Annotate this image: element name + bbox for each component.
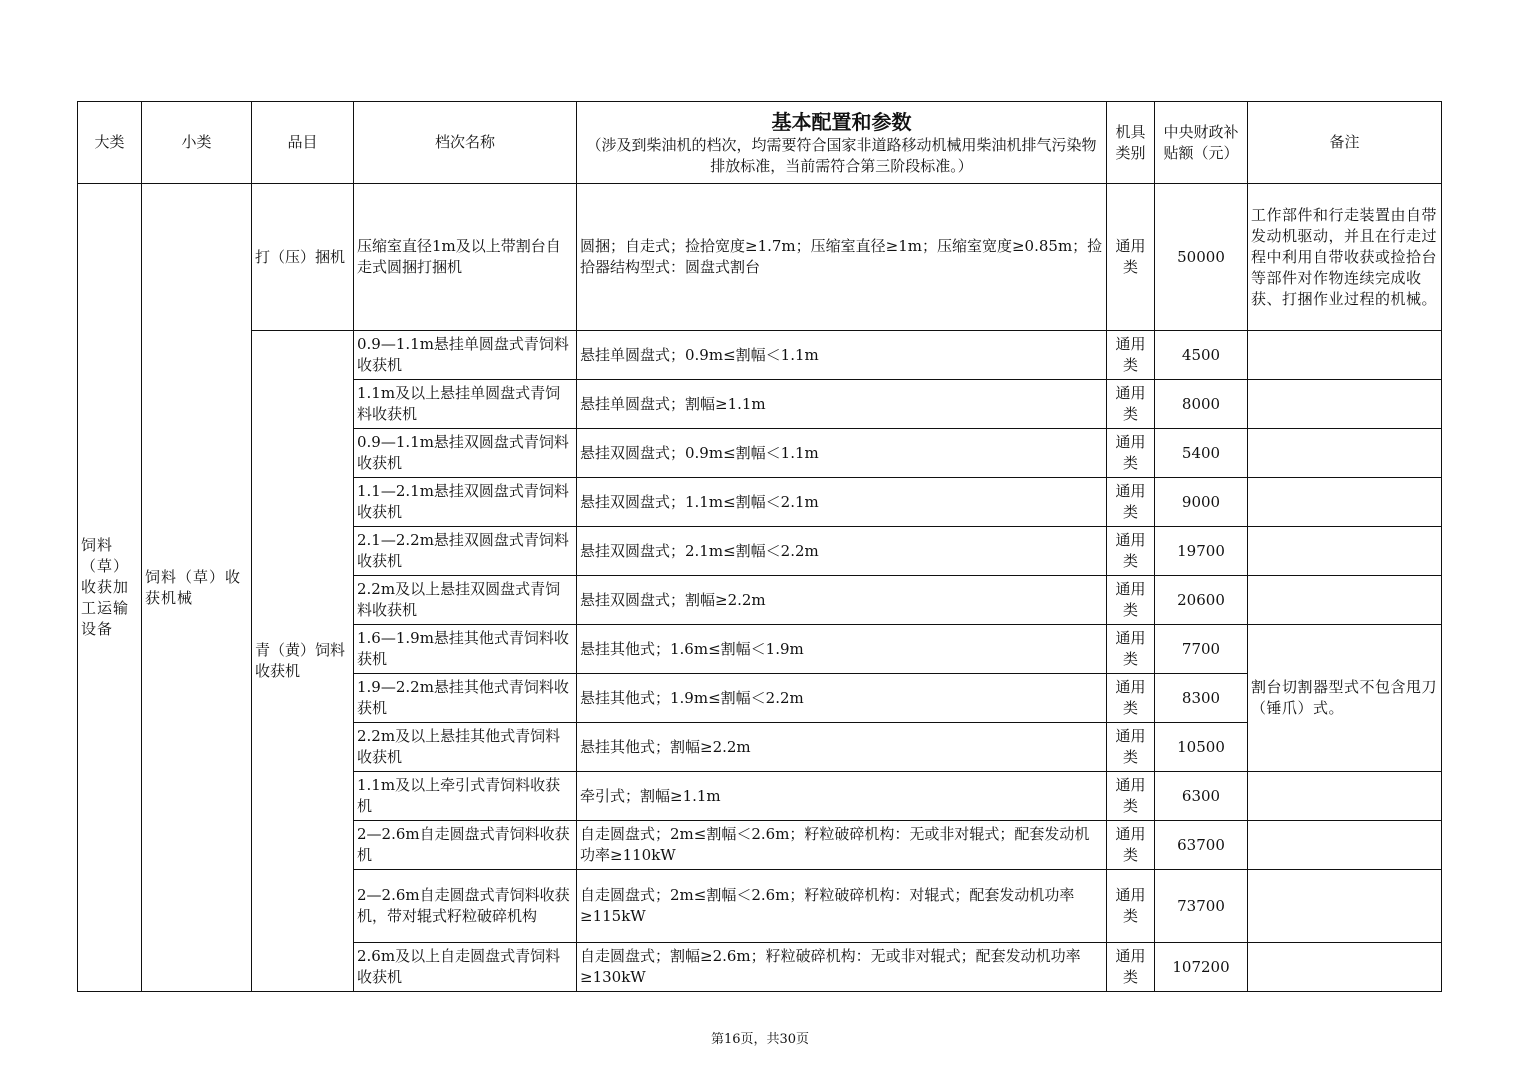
config-cell: 悬挂双圆盘式；2.1m≤割幅＜2.2m [577,527,1107,576]
type-cell: 通用类 [1107,527,1155,576]
type-cell: 通用类 [1107,380,1155,429]
remark-cell [1248,429,1442,478]
subsidy-cell: 8300 [1155,674,1248,723]
header-machine-type: 机具类别 [1107,102,1155,184]
grade-name-cell: 压缩室直径1m及以上带割台自走式圆捆打捆机 [354,184,577,331]
remark-cell [1248,380,1442,429]
subsidy-cell: 107200 [1155,943,1248,992]
config-cell: 自走圆盘式；2m≤割幅＜2.6m；籽粒破碎机构：无或非对辊式；配套发动机功率≥110kW [577,821,1107,870]
table-row [78,331,1442,380]
grade-name-cell: 2.1—2.2m悬挂双圆盘式青饲料收获机 [354,527,577,576]
subsidy-cell: 5400 [1155,429,1248,478]
type-cell: 通用类 [1107,331,1155,380]
config-cell: 牵引式；割幅≥1.1m [577,772,1107,821]
remark-cell [1248,478,1442,527]
remark-cell-merged: 割台切割器型式不包含甩刀（锤爪）式。 [1248,625,1442,772]
remark-cell [1248,821,1442,870]
header-row [78,102,1442,184]
grade-name-cell: 1.1m及以上悬挂单圆盘式青饲料收获机 [354,380,577,429]
item-cell-forage-harvester: 青（黄）饲料收获机 [252,331,354,992]
grade-name-cell: 2.2m及以上悬挂其他式青饲料收获机 [354,723,577,772]
config-cell: 悬挂双圆盘式；1.1m≤割幅＜2.1m [577,478,1107,527]
grade-name-cell: 1.9—2.2m悬挂其他式青饲料收获机 [354,674,577,723]
header-config-note: （涉及到柴油机的档次，均需要符合国家非道路移动机械用柴油机排气污染物排放标准，当前需符合第三阶段标准。） [586,135,1097,175]
type-cell: 通用类 [1107,184,1155,331]
grade-name-cell: 1.1—2.1m悬挂双圆盘式青饲料收获机 [354,478,577,527]
header-config [577,102,1107,184]
subsidy-cell: 20600 [1155,576,1248,625]
config-cell: 悬挂其他式；割幅≥2.2m [577,723,1107,772]
header-subsidy: 中央财政补贴额（元） [1155,102,1248,184]
type-cell: 通用类 [1107,943,1155,992]
grade-name-cell: 2—2.6m自走圆盘式青饲料收获机，带对辊式籽粒破碎机构 [354,870,577,943]
config-cell: 悬挂双圆盘式；0.9m≤割幅＜1.1m [577,429,1107,478]
subsidy-cell: 9000 [1155,478,1248,527]
type-cell: 通用类 [1107,870,1155,943]
page-footer: 第16页，共30页 [710,1032,810,1047]
item-cell-baler: 打（压）捆机 [252,184,354,331]
config-cell: 圆捆；自走式；捡拾宽度≥1.7m；压缩室直径≥1m；压缩室宽度≥0.85m；捡拾器结构型式：圆盘式割台 [577,184,1107,331]
type-cell: 通用类 [1107,772,1155,821]
grade-name-cell: 1.6—1.9m悬挂其他式青饲料收获机 [354,625,577,674]
grade-name-cell: 1.1m及以上牵引式青饲料收获机 [354,772,577,821]
subsidy-cell: 10500 [1155,723,1248,772]
config-cell: 悬挂其他式；1.9m≤割幅＜2.2m [577,674,1107,723]
config-cell: 悬挂双圆盘式；割幅≥2.2m [577,576,1107,625]
header-subcategory: 小类 [142,102,252,184]
remark-cell [1248,331,1442,380]
subsidy-cell: 19700 [1155,527,1248,576]
config-cell: 自走圆盘式；2m≤割幅＜2.6m；籽粒破碎机构：对辊式；配套发动机功率≥115kW [577,870,1107,943]
remark-cell [1248,943,1442,992]
header-config-title: 基本配置和参数 [771,109,912,134]
config-cell: 悬挂单圆盘式；0.9m≤割幅＜1.1m [577,331,1107,380]
type-cell: 通用类 [1107,429,1155,478]
grade-name-cell: 2—2.6m自走圆盘式青饲料收获机 [354,821,577,870]
remark-cell [1248,527,1442,576]
grade-name-cell: 2.2m及以上悬挂双圆盘式青饲料收获机 [354,576,577,625]
category-cell: 饲料（草）收获加工运输设备 [78,184,142,992]
subsidy-cell: 4500 [1155,331,1248,380]
config-cell: 自走圆盘式；割幅≥2.6m；籽粒破碎机构：无或非对辊式；配套发动机功率≥130kW [577,943,1107,992]
subsidy-table [77,101,1442,992]
config-cell: 悬挂其他式；1.6m≤割幅＜1.9m [577,625,1107,674]
subsidy-cell: 73700 [1155,870,1248,943]
grade-name-cell: 2.6m及以上自走圆盘式青饲料收获机 [354,943,577,992]
remark-cell [1248,870,1442,943]
header-remarks: 备注 [1248,102,1442,184]
type-cell: 通用类 [1107,478,1155,527]
table-row [78,184,1442,331]
subsidy-cell: 50000 [1155,184,1248,331]
subsidy-cell: 63700 [1155,821,1248,870]
config-cell: 悬挂单圆盘式；割幅≥1.1m [577,380,1107,429]
type-cell: 通用类 [1107,821,1155,870]
type-cell: 通用类 [1107,723,1155,772]
subsidy-cell: 6300 [1155,772,1248,821]
subsidy-cell: 7700 [1155,625,1248,674]
remark-cell [1248,576,1442,625]
remark-cell: 工作部件和行走装置由自带发动机驱动，并且在行走过程中利用自带收获或捡拾台等部件对作物连续完成收获、打捆作业过程的机械。 [1248,184,1442,331]
header-item: 品目 [252,102,354,184]
remark-cell [1248,772,1442,821]
grade-name-cell: 0.9—1.1m悬挂单圆盘式青饲料收获机 [354,331,577,380]
type-cell: 通用类 [1107,625,1155,674]
subsidy-cell: 8000 [1155,380,1248,429]
type-cell: 通用类 [1107,674,1155,723]
header-grade-name: 档次名称 [354,102,577,184]
grade-name-cell: 0.9—1.1m悬挂双圆盘式青饲料收获机 [354,429,577,478]
header-category: 大类 [78,102,142,184]
type-cell: 通用类 [1107,576,1155,625]
subcategory-cell: 饲料（草）收获机械 [142,184,252,992]
